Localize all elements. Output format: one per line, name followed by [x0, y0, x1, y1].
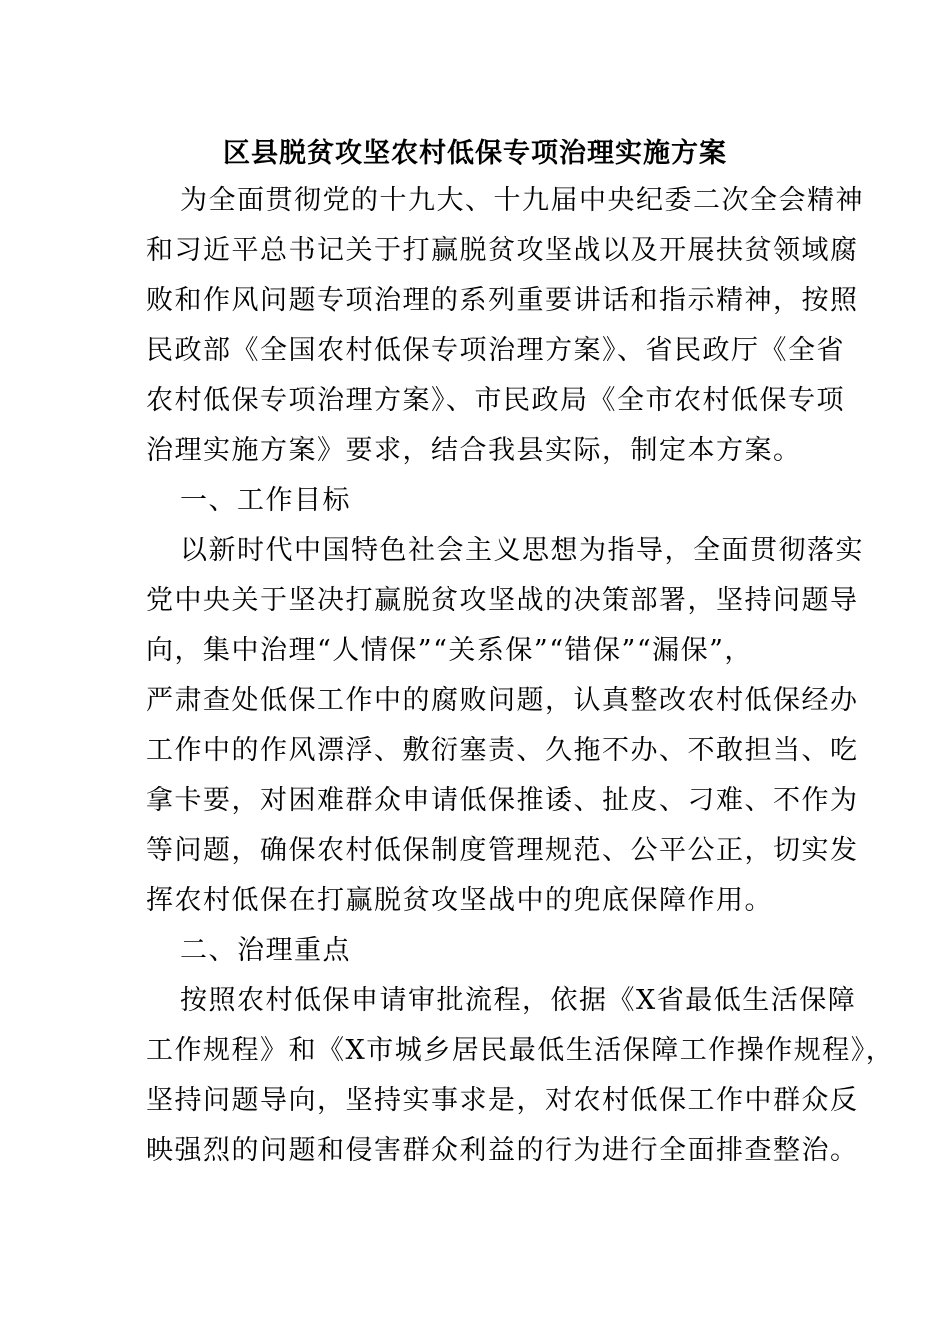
- paragraph-line: 治理实施方案》要求，结合我县实际，制定本方案。: [146, 435, 802, 466]
- paragraph-line: 严肃查处低保工作中的腐败问题，认真整改农村低保经办: [146, 685, 859, 716]
- paragraph-line: 为全面贯彻党的十九大、十九届中央纪委二次全会精神: [180, 185, 864, 216]
- paragraph-line: 向，集中治理“人情保”“关系保”“错保”“漏保”，: [146, 635, 753, 666]
- paragraph-line: 党中央关于坚决打赢脱贫攻坚战的决策部署，坚持问题导: [146, 585, 859, 616]
- paragraph-line: 以新时代中国特色社会主义思想为指导，全面贯彻落实: [180, 535, 864, 566]
- paragraph-line: 和习近平总书记关于打赢脱贫攻坚战以及开展扶贫领域腐: [146, 235, 859, 266]
- paragraph-line: 工作规程》和《X市城乡居民最低生活保障工作操作规程》，: [146, 1035, 895, 1066]
- section-heading: 二、治理重点: [180, 935, 351, 966]
- paragraph-line: 按照农村低保申请审批流程，依据《X省最低生活保障: [180, 985, 857, 1016]
- paragraph-line: 农村低保专项治理方案》、市民政局《全市农村低保专项: [146, 385, 845, 416]
- paragraph-line: 等问题，确保农村低保制度管理规范、公平公正，切实发: [146, 835, 859, 866]
- paragraph-line: 坚持问题导向，坚持实事求是，对农村低保工作中群众反: [146, 1085, 859, 1116]
- paragraph-line: 败和作风问题专项治理的系列重要讲话和指示精神，按照: [146, 285, 859, 316]
- paragraph-line: 民政部《全国农村低保专项治理方案》、省民政厅《全省: [146, 335, 845, 366]
- section-heading: 一、工作目标: [180, 485, 351, 516]
- paragraph-line: 挥农村低保在打赢脱贫攻坚战中的兜底保障作用。: [146, 885, 773, 916]
- paragraph-line: 工作中的作风漂浮、敷衍塞责、久拖不办、不敢担当、吃: [146, 735, 859, 766]
- document-title: 区县脱贫攻坚农村低保专项治理实施方案: [223, 138, 727, 169]
- paragraph-line: 映强烈的问题和侵害群众利益的行为进行全面排查整治。: [146, 1135, 859, 1166]
- paragraph-line: 拿卡要，对困难群众申请低保推诿、扯皮、刁难、不作为: [146, 785, 859, 816]
